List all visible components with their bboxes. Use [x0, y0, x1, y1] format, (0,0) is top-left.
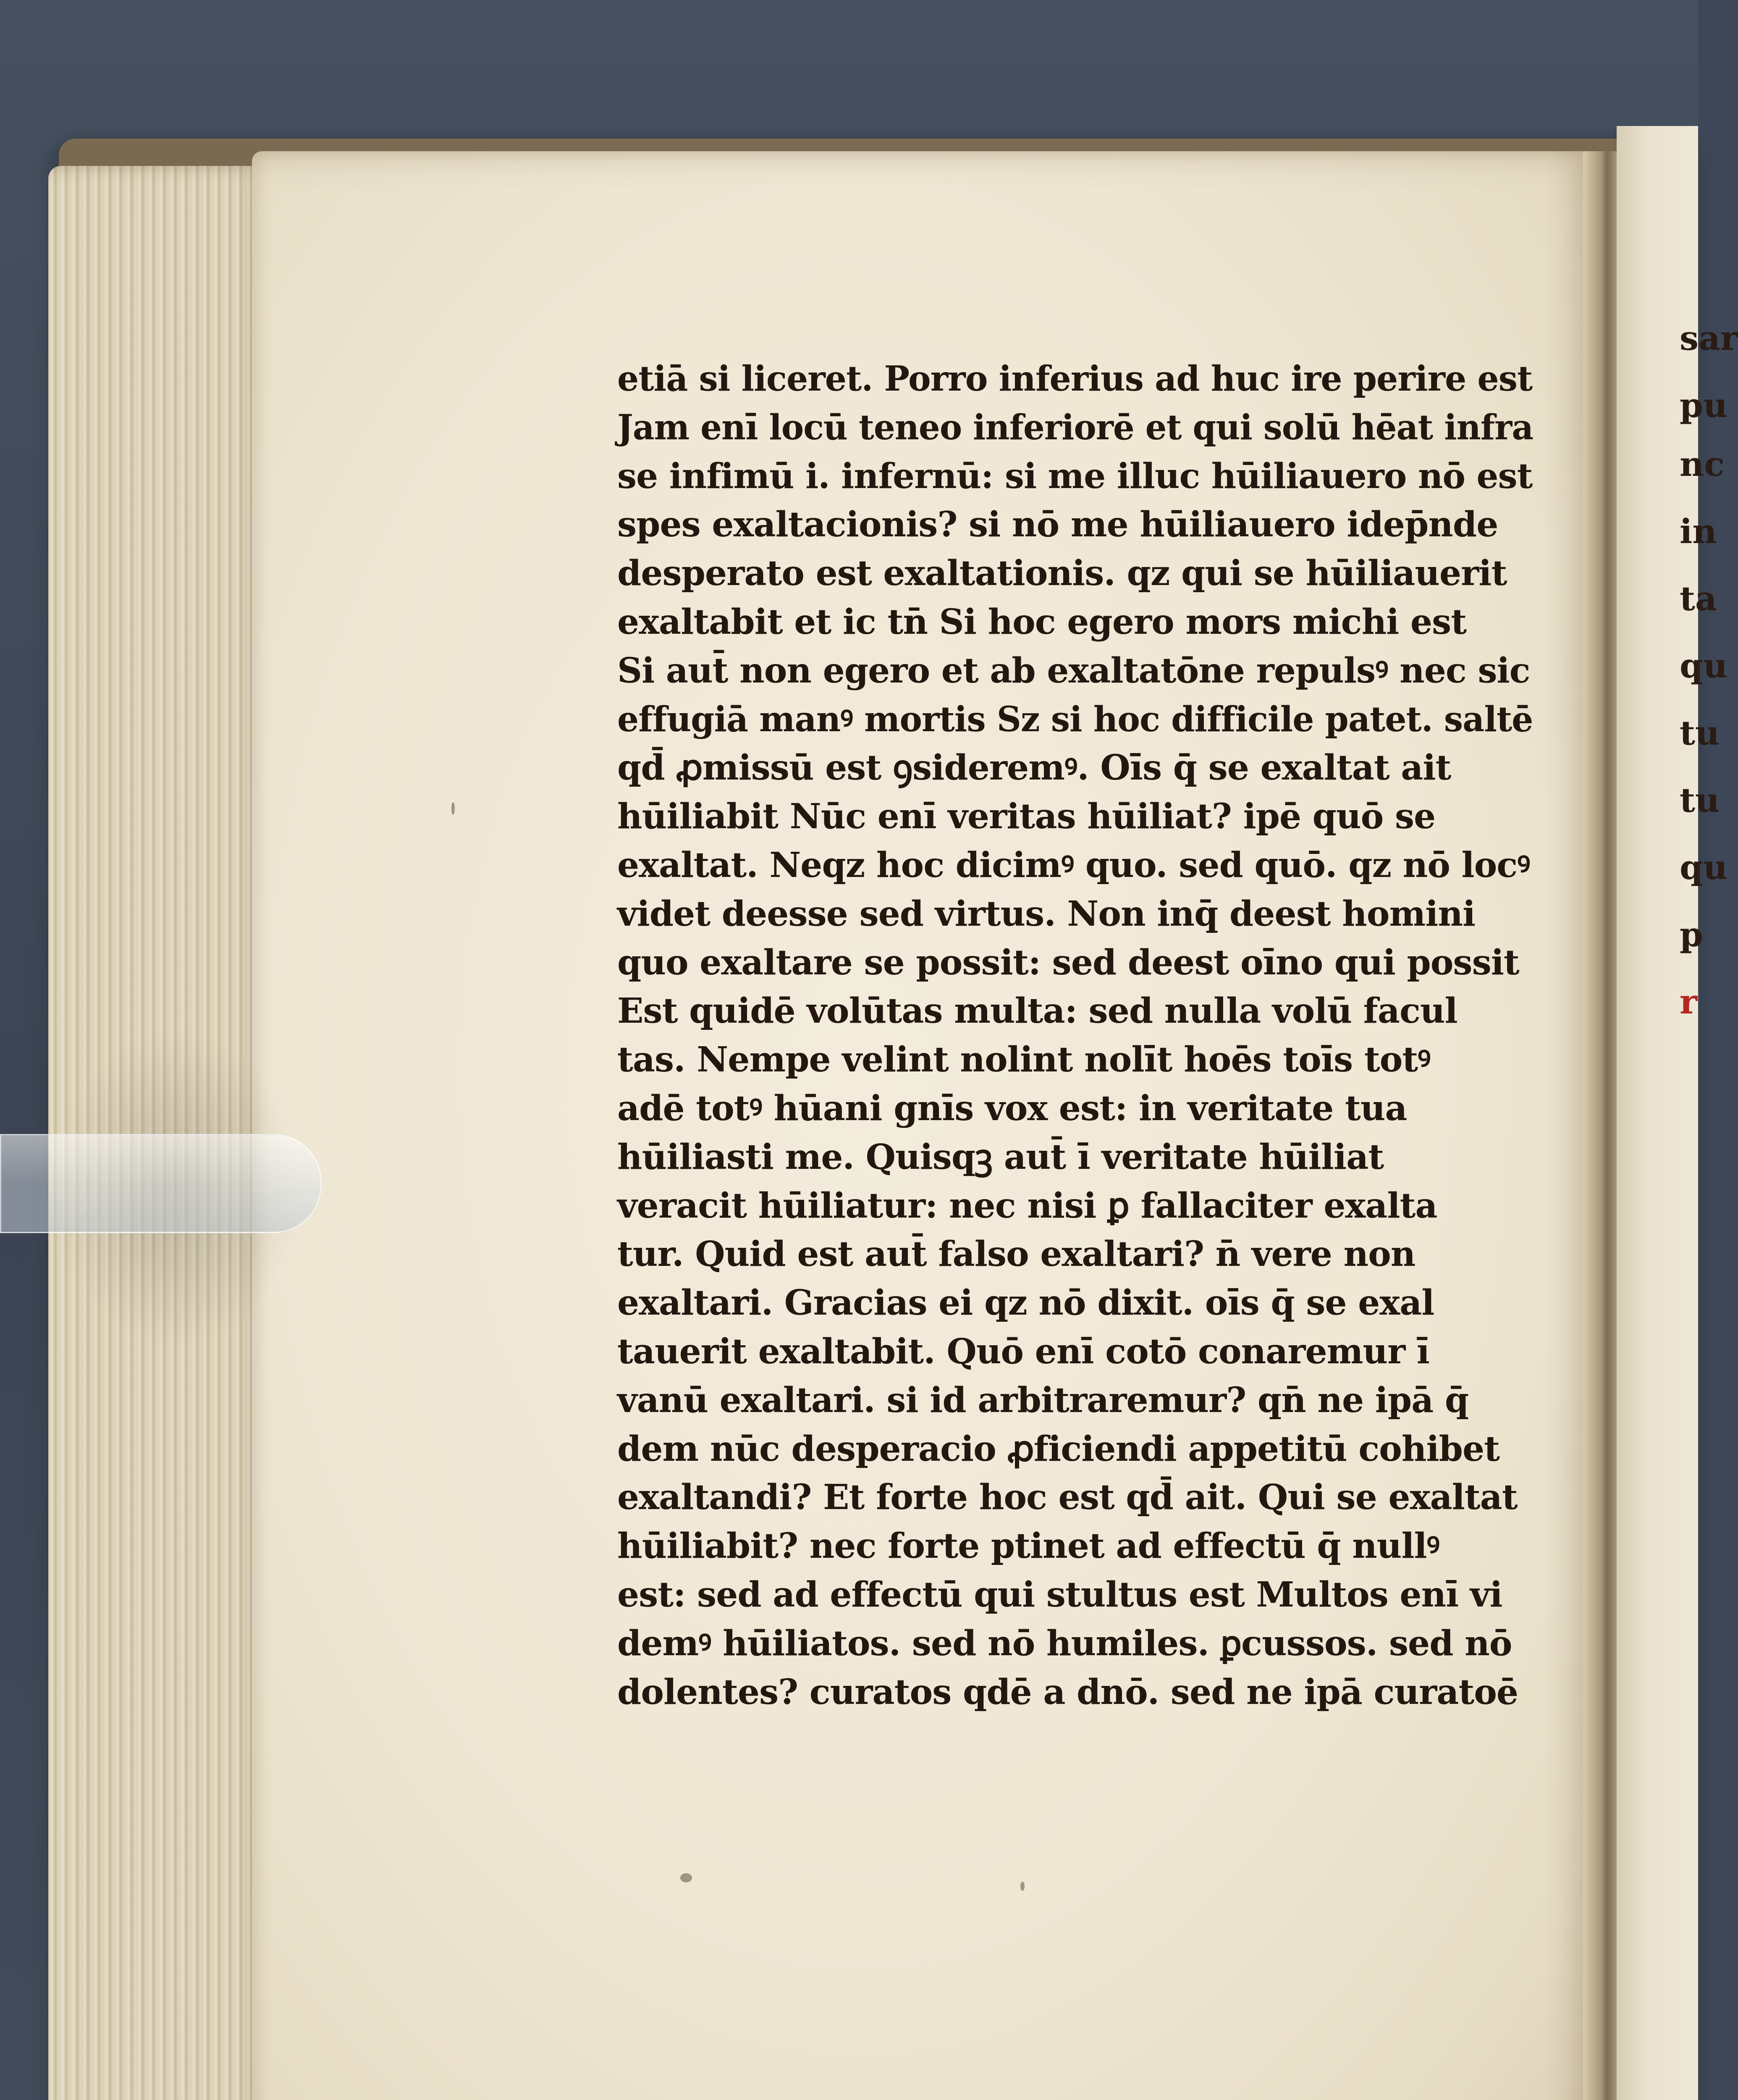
facing-page-fragment: sar [1680, 318, 1738, 358]
text-line: Est quidē volūtas multa: sed nulla volū facul [617, 991, 1458, 1032]
right-page [1617, 126, 1738, 2100]
text-line: exaltandi? Et forte hoc est qd̄ ait. Qui se exaltat [617, 1477, 1518, 1518]
text-line: demꝰ hūiliatos. sed nō humiles. ꝑcussos. sed nō [617, 1623, 1512, 1664]
facing-page-fragment: nc [1680, 444, 1725, 484]
text-line: dem nūc desperacio ꝓficiendi appetitū cohibet [617, 1428, 1500, 1469]
text-line: etiā si liceret. Porro inferius ad huc ire perire est [617, 359, 1533, 399]
text-line: veracit hūiliatur: nec nisi ꝑ fallaciter exalta [617, 1185, 1437, 1226]
text-line: hūiliabit? nec forte ptinet ad effectū q̄ nullꝰ [617, 1526, 1440, 1567]
text-line: tur. Quid est aut̄ falso exaltari? n̄ vere non [617, 1234, 1416, 1275]
text-line: videt deesse sed virtus. Non inq̄ deest homini [617, 893, 1476, 934]
text-line: hūiliabit Nūc enī veritas hūiliat? ipē quō se [617, 796, 1436, 837]
facing-page-fragment: ta [1680, 579, 1717, 618]
facing-page-fragment: tu [1680, 713, 1720, 753]
text-line: exaltabit et ic tn̄ Si hoc egero mors michi est [617, 601, 1467, 642]
facing-page-fragment: tu [1680, 780, 1720, 820]
text-line: exaltat. Neqz hoc dicimꝰ quo. sed quō. qz nō locꝰ [617, 845, 1530, 885]
text-line: se infimū i. infernū: si me illuc hūiliauero nō est [617, 456, 1533, 496]
facing-page-fragment: p [1680, 915, 1703, 954]
text-line: exaltari. Gracias ei qz nō dixit. oīs q̄ se exal [617, 1283, 1434, 1323]
facing-page-fragment: pu [1680, 386, 1728, 425]
text-line: Si aut̄ non egero et ab exaltatōne repulsꝰ nec sic [617, 650, 1530, 691]
text-line: vanū exaltari. si id arbitraremur? qn̄ ne ipā q̄ [617, 1380, 1469, 1420]
text-line: tauerit exaltabit. Quō enī cotō conaremur ī [617, 1331, 1429, 1372]
facing-page-fragment: qu [1680, 646, 1728, 685]
text-line: tas. Nempe velint nolint nolīt hoēs toīs totꝰ [617, 1040, 1431, 1080]
text-line: desperato est exaltationis. qz qui se hūiliauerit [617, 553, 1507, 594]
text-line: Jam enī locū teneo inferiorē et qui solū hēat infra [617, 407, 1534, 448]
facing-page-fragment: in [1680, 512, 1717, 551]
ink-speck [680, 1873, 692, 1882]
text-line: qd̄ ꝓmissū est ꝯsideremꝰ. Oīs q̄ se exaltat ait [617, 748, 1451, 788]
text-line: est: sed ad effectū qui stultus est Multos enī vi [617, 1574, 1502, 1615]
text-line: hūiliasti me. Quisqꝫ aut̄ ī veritate hūiliat [617, 1137, 1384, 1177]
text-line: spes exaltacionis? si nō me hūiliauero idep̄nde [617, 504, 1498, 545]
facing-page-fragment: qu [1680, 848, 1728, 887]
ink-speck [451, 802, 455, 815]
ink-speck [1020, 1882, 1025, 1891]
facing-page-fragment: r [1680, 982, 1698, 1021]
page-clip [0, 1134, 322, 1233]
text-line: dolentes? curatos qdē a dnō. sed ne ipā curatoē [617, 1672, 1518, 1712]
text-line: adē totꝰ hūani gnīs vox est: in veritate tua [617, 1088, 1407, 1129]
text-line: effugiā manꝰ mortis Sz si hoc difficile patet. saltē [617, 699, 1533, 740]
manuscript-text [617, 355, 1533, 1717]
text-line: quo exaltare se possit: sed deest oīno qui possit [617, 942, 1519, 983]
